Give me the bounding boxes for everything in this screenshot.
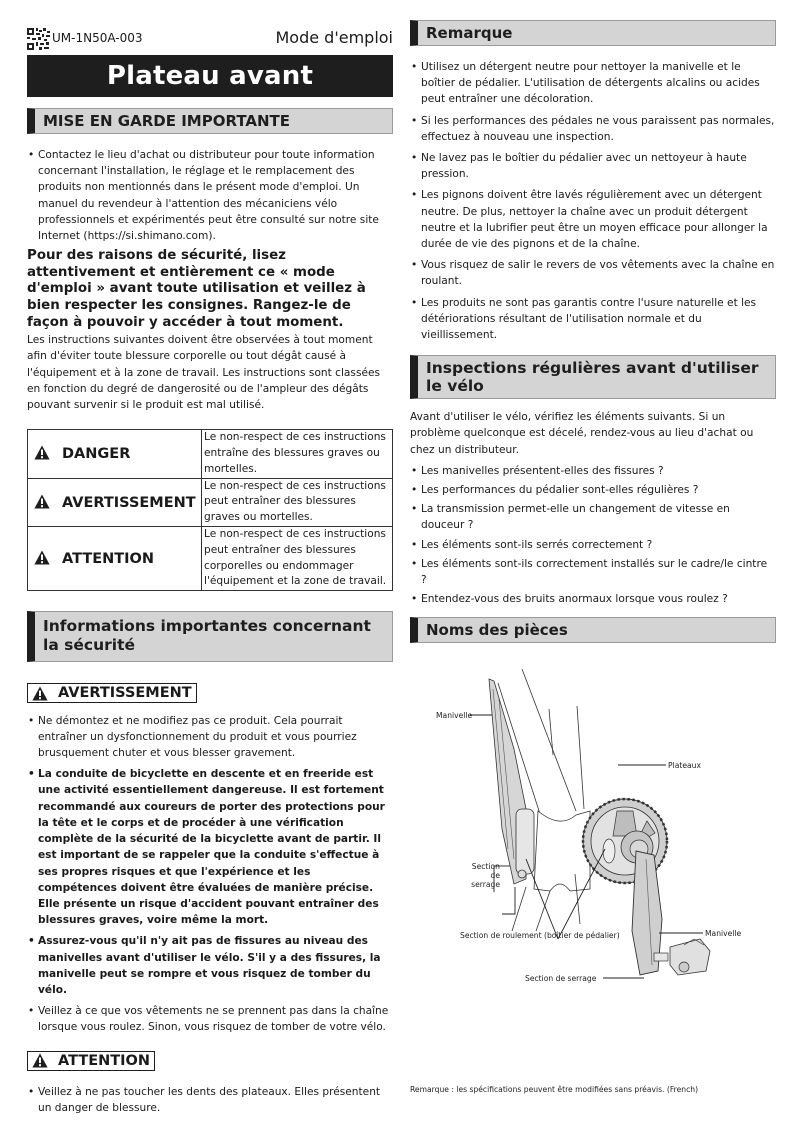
section-heading-mise-en-garde: MISE EN GARDE IMPORTANTE <box>27 108 393 134</box>
table-row <box>28 430 393 478</box>
crankset-diagram <box>410 669 776 984</box>
list-item: • Assurez-vous qu'il n'y ait pas de fissures au niveau des manivelles avant d'utiliser le vélo. S'il y a des fissures, la manivelle peut se rompre et vous risquez de tomber du vélo. <box>27 933 393 998</box>
warning-list <box>27 713 393 1036</box>
list-item: • Ne démontez et ne modifiez pas ce produit. Cela pourrait entraîner un dysfonctionnement du produit et vous pourriez brusquement chuter et vous blesser gravement. <box>27 713 393 762</box>
section-heading-inspections: Inspections régulières avant d'utiliser le vélo <box>410 355 776 399</box>
list-item: • Les produits ne sont pas garantis contre l'usure naturelle et les détériorations résultant de l'utilisation normale et du vieillissement. <box>410 295 776 344</box>
warning-badge <box>27 683 197 703</box>
level-label: DANGER <box>62 446 131 463</box>
table-row <box>28 478 393 526</box>
label-manivelle-left: Manivelle <box>436 711 473 721</box>
list-item: • Utilisez un détergent neutre pour nettoyer la manivelle et le boîtier de pédalier. L'utilisation de détergents alcalins ou acides peut entraîner une décoloration. <box>410 59 776 108</box>
footer-note: Remarque : les spécifications peuvent être modifiées sans préavis. (French) <box>410 1085 699 1094</box>
list-item: • Les performances du pédalier sont-elles régulières ? <box>410 482 776 498</box>
badge-label: ATTENTION <box>58 1052 150 1069</box>
badge-label: AVERTISSEMENT <box>58 685 192 702</box>
label-section-serrage-bottom: Section de serrage <box>525 974 597 984</box>
list-item: • Entendez-vous des bruits anormaux lorsque vous roulez ? <box>410 591 776 607</box>
list-item: • La conduite de bicyclette en descente et en freeride est une activité essentiellement dangereuse. Il est fortement recommandé aux coureurs de porter des protections pour la tête et le corps et de procéder à une vérification complète de la sécurité de la bicyclette avant de partir. Il est important de se rappeler que la conduite s'effectue à ses propres risques et que l'expérience et les compétences doivent être évaluées de manière précise. Elle présente un risque d'accident pouvant entraîner des blessures graves, voire même la mort. <box>27 766 393 928</box>
document-header <box>27 28 393 54</box>
label-section-roulement: Section de roulement (boîtier de pédalier) <box>460 931 620 941</box>
warning-triangle-icon <box>34 550 50 565</box>
inspections-list <box>410 463 776 608</box>
qr-code-icon <box>27 28 51 50</box>
document-type: Mode d'emploi <box>275 28 393 47</box>
label-plateaux: Plateaux <box>668 761 701 771</box>
section-heading-noms-pieces: Noms des pièces <box>410 617 776 643</box>
right-column <box>410 20 776 984</box>
section-heading-remarque: Remarque <box>410 20 776 46</box>
warning-triangle-icon <box>32 686 48 701</box>
level-cell <box>28 526 202 590</box>
left-column <box>27 28 393 1121</box>
level-description: Le non-respect de ces instructions peut entraîner des blessures corporelles ou endommager l'équipement et la zone de travail. <box>202 526 393 590</box>
instructions-intro: Les instructions suivantes doivent être observées à tout moment afin d'éviter toute blessure corporelle ou tout dégât causé à l'équipement et à la zone de travail. Les instructions sont classées en fonction du degré de dangerosité ou de l'ampleur des dégâts pouvant survenir si le produit est mal utilisé. <box>27 334 381 411</box>
inspections-intro: Avant d'utiliser le vélo, vérifiez les éléments suivants. Si un problème quelconque est décelé, rendez-vous au lieu d'achat ou chez un distributeur. <box>410 411 754 456</box>
warning-triangle-icon <box>32 1053 48 1068</box>
label-section-serrage-left: Section de serrage <box>471 862 500 890</box>
remarque-list <box>410 59 776 343</box>
section-heading-securite: Informations importantes concernant la sécurité <box>27 611 393 662</box>
level-description: Le non-respect de ces instructions peut entraîner des blessures graves ou mortelles. <box>202 478 393 526</box>
warning-triangle-icon <box>34 445 50 460</box>
level-cell <box>28 478 202 526</box>
list-item: • Les pignons doivent être lavés régulièrement avec un détergent neutre. De plus, nettoyer la chaîne avec un produit détergent neutre et la lubrifier peut être un moyen efficace pour allonger la durée de vie des pignons et de la chaîne. <box>410 187 776 252</box>
label-manivelle-right: Manivelle <box>705 929 742 939</box>
list-item: • Veillez à ne pas toucher les dents des plateaux. Elles présentent un danger de blessure. <box>27 1084 393 1116</box>
mise-en-garde-list <box>27 147 393 244</box>
page-title-bar <box>27 55 393 97</box>
page-title: Plateau avant <box>106 61 314 91</box>
level-label: AVERTISSEMENT <box>62 494 196 511</box>
safety-notice-bold: Pour des raisons de sécurité, lisez attentivement et entièrement ce « mode d'emploi » avant toute utilisation et veillez à bien respecter les consignes. Rangez-le de façon à pouvoir y accéder à tout moment. <box>27 248 366 330</box>
list-item: • Ne lavez pas le boîtier du pédalier avec un nettoyeur à haute pression. <box>410 150 776 182</box>
list-item: • Les éléments sont-ils correctement installés sur le cadre/le cintre ? <box>410 556 776 588</box>
level-cell <box>28 430 202 478</box>
caution-badge <box>27 1051 155 1071</box>
document-id: UM-1N50A-003 <box>52 31 143 45</box>
list-item: • Les manivelles présentent-elles des fissures ? <box>410 463 776 479</box>
list-item: • Veillez à ce que vos vêtements ne se prennent pas dans la chaîne lorsque vous roulez. Sinon, vous risquez de tomber de votre vélo. <box>27 1003 393 1035</box>
hazard-levels-table <box>27 429 393 591</box>
level-label: ATTENTION <box>62 551 154 568</box>
list-item: • Si les performances des pédales ne vous paraissent pas normales, effectuez à nouveau une inspection. <box>410 113 776 145</box>
caution-list <box>27 1084 393 1116</box>
level-description: Le non-respect de ces instructions entraîne des blessures graves ou mortelles. <box>202 430 393 478</box>
warning-triangle-icon <box>34 494 50 509</box>
list-item: • Les éléments sont-ils serrés correctement ? <box>410 537 776 553</box>
table-row <box>28 526 393 590</box>
list-item: • La transmission permet-elle un changement de vitesse en douceur ? <box>410 501 776 533</box>
list-item: • Contactez le lieu d'achat ou distributeur pour toute information concernant l'installation, le réglage et le remplacement des produits non mentionnés dans le présent mode d'emploi. Un manuel du revendeur à l'attention des mécaniciens vélo professionnels et expérimentés peut être consulté sur notre site Internet (https://si.shimano.com). <box>27 147 393 244</box>
list-item: • Vous risquez de salir le revers de vos vêtements avec la chaîne en roulant. <box>410 257 776 289</box>
